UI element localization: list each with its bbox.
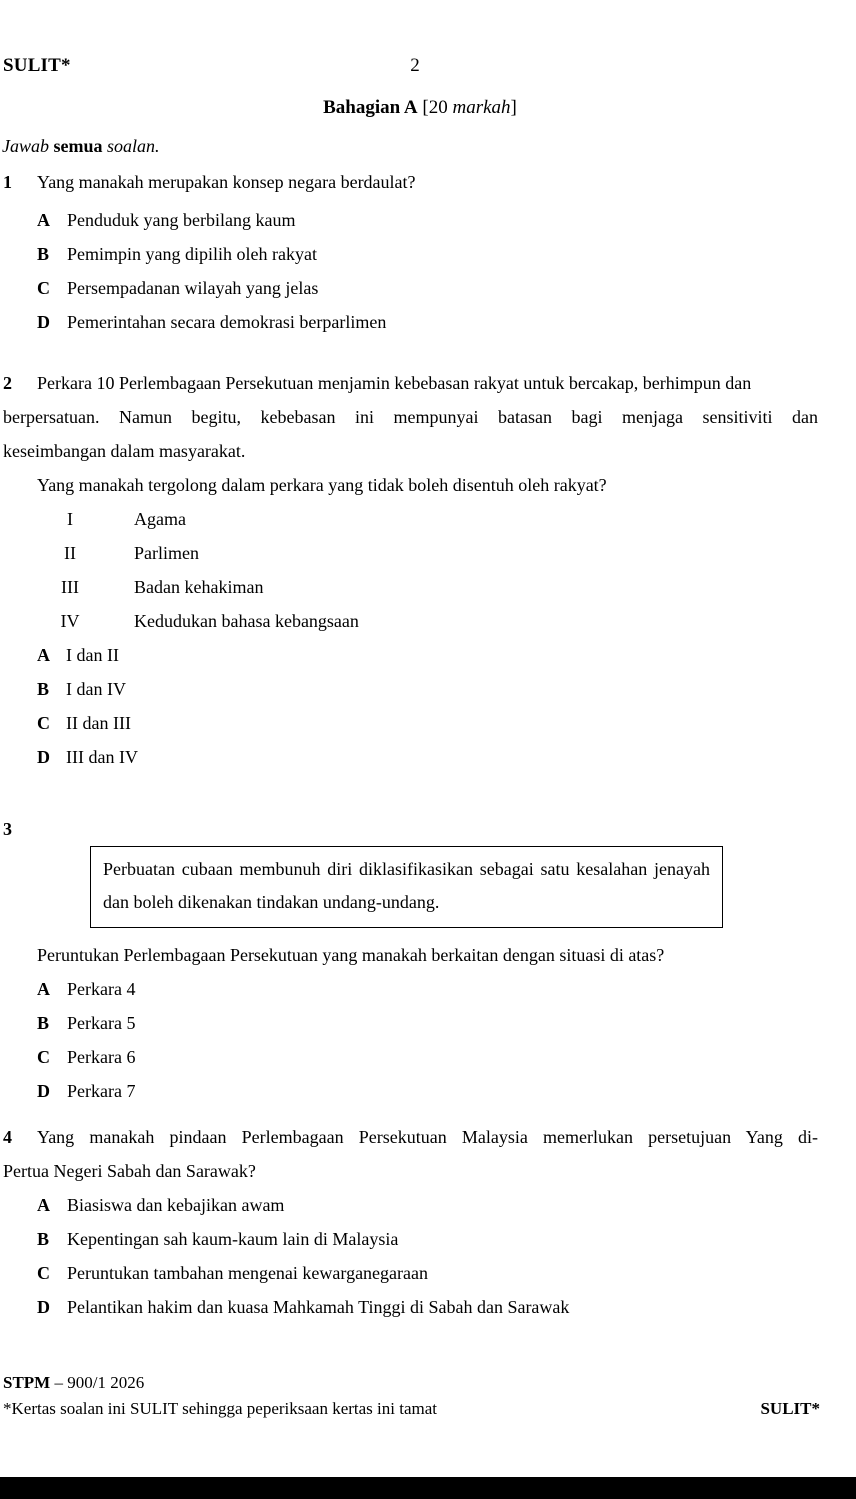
option-text: I dan II (66, 645, 119, 665)
question-4-option-c[interactable] (0, 1256, 856, 1290)
option-letter: C (37, 278, 50, 298)
question-3 (0, 938, 856, 1108)
bottom-black-bar (0, 1477, 856, 1499)
question-4-option-d[interactable] (0, 1290, 856, 1324)
roman-item-text: Parlimen (134, 543, 199, 563)
option-letter: D (37, 1081, 50, 1101)
confidential-label-top: SULIT* (3, 55, 71, 76)
option-letter: C (37, 1047, 50, 1067)
instruction-part-3: soalan. (102, 136, 160, 156)
question-4-option-a[interactable] (0, 1188, 856, 1222)
option-text: I dan IV (66, 679, 126, 699)
question-2-option-a[interactable] (0, 638, 856, 672)
option-text: Persempadanan wilayah yang jelas (67, 278, 319, 298)
question-1-number: 1 (3, 172, 12, 192)
page-number: 2 (410, 55, 420, 76)
paper-code-suffix: – 900/1 2026 (54, 1373, 145, 1392)
confidential-label-bottom: SULIT* (760, 1399, 820, 1418)
option-text: Perkara 5 (67, 1013, 136, 1033)
option-text: Pelantikan hakim dan kuasa Mahkamah Tinggi di Sabah dan Sarawak (67, 1297, 570, 1317)
question-1-option-d[interactable] (0, 305, 856, 339)
question-4 (0, 1120, 856, 1324)
instruction-part-2: semua (53, 136, 103, 156)
option-letter: D (37, 312, 50, 332)
question-2-stem-line-2 (0, 400, 856, 434)
option-letter: D (37, 747, 50, 767)
option-letter: C (37, 713, 50, 733)
question-1-option-a[interactable] (0, 203, 856, 237)
question-2-option-c[interactable] (0, 706, 856, 740)
question-3-number: 3 (3, 819, 12, 839)
option-letter: B (37, 679, 50, 699)
paper-code-prefix: STPM (3, 1373, 55, 1392)
question-2-roman-item-3 (0, 570, 856, 604)
question-1-stem: Yang manakah merupakan konsep negara berdaulat? (37, 172, 416, 192)
section-title (0, 97, 840, 119)
question-3-stimulus-box (90, 846, 723, 928)
option-letter: D (37, 1297, 50, 1317)
option-text: Biasiswa dan kebajikan awam (67, 1195, 285, 1215)
question-4-stem-line-2 (0, 1154, 856, 1188)
option-text: III dan IV (66, 747, 138, 767)
question-2 (0, 366, 856, 774)
question-3-option-c[interactable] (0, 1040, 856, 1074)
question-3-option-a[interactable] (0, 972, 856, 1006)
question-4-stem-line-2-text: Pertua Negeri Sabah dan Sarawak? (3, 1161, 256, 1181)
instruction-part-1: Jawab (2, 136, 54, 156)
question-2-roman-item-4 (0, 604, 856, 638)
section-marks-word: markah (452, 97, 511, 118)
roman-numeral: II (64, 543, 76, 563)
question-3-subprompt: Peruntukan Perlembagaan Persekutuan yang manakah berkaitan dengan situasi di atas? (37, 945, 665, 965)
question-2-stem-line-3-text: keseimbangan dalam masyarakat. (3, 441, 246, 461)
question-1 (0, 165, 856, 339)
roman-item-text: Kedudukan bahasa kebangsaan (134, 611, 359, 631)
option-letter: A (37, 1195, 50, 1215)
option-letter: B (37, 244, 50, 264)
option-letter: C (37, 1263, 50, 1283)
roman-numeral: III (61, 577, 79, 597)
question-2-roman-item-2 (0, 536, 856, 570)
option-text: Penduduk yang berbilang kaum (67, 210, 296, 230)
section-title-name: Bahagian A (323, 97, 418, 118)
question-3-option-b[interactable] (0, 1006, 856, 1040)
question-3-option-d[interactable] (0, 1074, 856, 1108)
roman-item-text: Badan kehakiman (134, 577, 264, 597)
option-text: Peruntukan tambahan mengenai kewarganegaraan (67, 1263, 429, 1283)
option-text: Perkara 7 (67, 1081, 136, 1101)
roman-numeral: I (67, 509, 73, 529)
roman-numeral: IV (60, 611, 80, 631)
question-3-subprompt-line (0, 938, 856, 972)
question-1-stem-line (0, 165, 856, 199)
option-text: Perkara 6 (67, 1047, 136, 1067)
question-2-roman-item-1 (0, 502, 856, 536)
question-4-stem-line-1 (0, 1120, 856, 1154)
question-4-number: 4 (3, 1127, 12, 1147)
question-4-stem-line-1-text: Yang manakah pindaan Perlembagaan Persekutuan Malaysia memerlukan persetujuan Yang di- (37, 1127, 818, 1147)
question-1-option-c[interactable] (0, 271, 856, 305)
option-text: Perkara 4 (67, 979, 136, 999)
question-2-subprompt: Yang manakah tergolong dalam perkara yang tidak boleh disentuh oleh rakyat? (37, 475, 607, 495)
page-footer (0, 1373, 856, 1433)
question-2-stem-line-3 (0, 434, 856, 468)
option-letter: B (37, 1013, 50, 1033)
option-letter: B (37, 1229, 50, 1249)
option-letter: A (37, 210, 50, 230)
option-text: Kepentingan sah kaum-kaum lain di Malaysia (67, 1229, 399, 1249)
page-header (0, 55, 856, 81)
option-letter: A (37, 979, 50, 999)
question-2-number: 2 (3, 373, 12, 393)
section-marks-open: [20 (417, 97, 453, 118)
paper-code (3, 1373, 144, 1393)
question-2-option-b[interactable] (0, 672, 856, 706)
confidential-note: *Kertas soalan ini SULIT sehingga peperiksaan kertas ini tamat (3, 1399, 438, 1418)
question-2-subprompt-line (0, 468, 856, 502)
question-3-stimulus-text: Perbuatan cubaan membunuh diri diklasifikasikan sebagai satu kesalahan jenayah dan boleh dikenakan tindakan undang-undang. (103, 859, 710, 912)
option-letter: A (37, 645, 50, 665)
question-2-stem-line-1-text: Perkara 10 Perlembagaan Persekutuan menjamin kebebasan rakyat untuk bercakap, berhimpun dan (37, 373, 752, 393)
section-marks-close: ] (510, 97, 517, 118)
question-2-option-d[interactable] (0, 740, 856, 774)
roman-item-text: Agama (134, 509, 186, 529)
option-text: II dan III (66, 713, 131, 733)
option-text: Pemerintahan secara demokrasi berparlimen (67, 312, 387, 332)
question-2-stem-line-1 (0, 366, 856, 400)
option-text: Pemimpin yang dipilih oleh rakyat (67, 244, 317, 264)
question-2-stem-line-2-text: berpersatuan. Namun begitu, kebebasan ini mempunyai batasan bagi menjaga sensitiviti dan (3, 407, 818, 427)
answer-all-instruction (2, 136, 160, 157)
question-1-option-b[interactable] (0, 237, 856, 271)
question-4-option-b[interactable] (0, 1222, 856, 1256)
